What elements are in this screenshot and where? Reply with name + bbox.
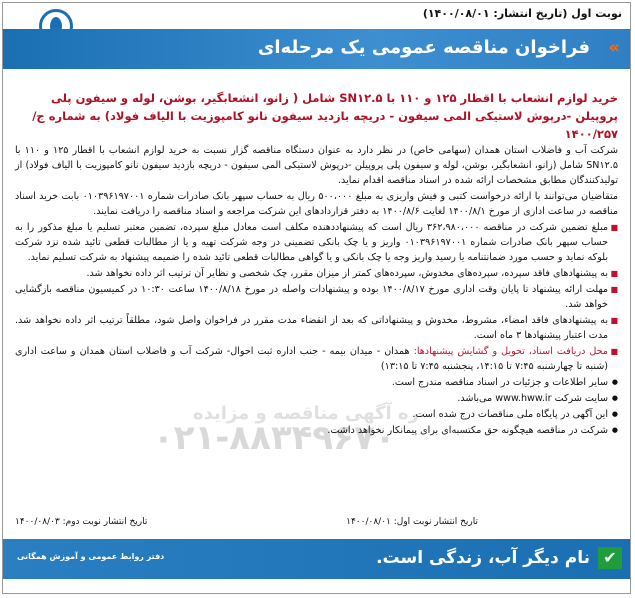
bullet-location [15,344,618,374]
location-label: محل دریافت اسناد، تحویل و گشایش پیشنهادها: [413,346,608,357]
bullet-no-rights: ● شرکت در مناقصه هیچگونه حق مکتسبه‌ای برای پیمانکار نخواهد داشت. [15,423,618,438]
bullet-unsigned: ■ به پیشنهادهای فاقد امضاء، مشروط، مخدوش و پیشنهاداتی که بعد از انقضاء مدت مقرر در فراخوان واصل شود، مطلقاً ترتیب اثر داده نخواهد شد. مدت اعتبار پیشنهادها ۳ ماه است. [15,313,618,343]
watermark-phone: ۰۲۱-۸۸۳۴۹۶۷۰ [153,418,396,458]
bullet-website: ● سایت شرکت www.hww.ir می‌باشد. [15,391,618,406]
bullet-deadline: ■ مهلت ارائه پیشنهاد تا پایان وقت اداری مورخ ۱۴۰۰/۸/۱۷ بوده و پیشنهادات واصله در مورخ ۱۴۰۰/۸/۱۸ ساعت ۱۰:۳۰ در کمیسیون مناقصه بازگشایی خواهد شد. [15,282,618,312]
check-icon: ✔ [598,547,622,569]
publication-dates [15,517,618,533]
chevron-icon: « [608,37,620,58]
tender-headline: خرید لوازم انشعاب با اقطار ۱۲۵ و ۱۱۰ با SN۱۲.۵ شامل ( زانو، انشعابگیر، بوشن، لوله و سیفون پلی پروپیلن -درپوش لاستیکی المی سیفون - دریچه بازدید سیفون نانو کامپوزیت با الیاف فولاد) به شماره ج/۱۴۰۰/۲۵۷ [32,91,618,141]
title-banner [3,29,630,69]
footer-banner [3,539,630,579]
location-text: همدان - میدان بیمه - جنب اداره ثبت احوال- شرکت آب و فاضلاب استان همدان و ساعت اداری (شنبه تا چهارشنبه ۷:۴۵ تا ۱۴:۱۵، پنجشنبه ۷:۴۵ تا ۱۳:۱۵) [15,346,608,372]
footer-slogan: نام دیگر آب، زندگی است. [376,548,590,568]
first-publication-date: تاریخ انتشار نوبت اول: ۱۴۰۰/۰۸/۰۱ [346,517,478,527]
banner-title: فراخوان مناقصه عمومی یک مرحله‌ای [257,37,590,58]
paragraph-purchase: متقاضیان می‌توانند با ارائه درخواست کتبی و فیش واریزی به مبلغ ۵۰۰،۰۰۰ ریال به حساب سپهر بانک صادرات شماره ۰۱۰۳۹۶۱۹۷۰۰۱ بابت خرید اسناد مناقصه در ساعت اداری از مورخ ۱۴۰۰/۸/۱ لغایت ۱۴۰۰/۸/۶ به دفتر قراردادهای این شرکت مراجعه و اسناد مناقصه را دریافت نمایند. [15,191,618,217]
notice-body [15,143,618,439]
second-publication-date: تاریخ انتشار نوبت دوم: ۱۴۰۰/۰۸/۰۳ [15,517,148,527]
paragraph-intro: شرکت آب و فاضلاب استان همدان (سهامی خاص) در نظر دارد به عنوان دستگاه مناقصه گزار نسبت به خرید لوازم انشعاب با اقطار ۱۲۵ و ۱۱۰ با SN۱۲.۵ شامل (زانو، انشعابگیر، بوشن، لوله و سیفون پلی پروپیلن -درپوش لاستیکی المی سیفون - دریچه بازدید سیفون نانو کامپوزیت با الیاف فولاد) از تولیدکنندگان مطابق مشخصات ارائه شده در اسناد مناقصه اقدام نماید. [15,145,619,186]
bullet-guarantee: ■ مبلغ تضمین شرکت در مناقصه ۳۶۲،۹۸۰،۰۰۰ ریال است که پیشنهاددهنده مکلف است معادل مبلغ سپرده، تضمین معتبر تسلیم یا مبلغ مذکور را به حساب سپهر بانک صادرات شماره ۰۱۰۳۹۶۱۹۷۰۰۱ واریز و یا چک بانکی تضمینی در وجه شرکت تهیه و یا از مطالبات قطعی تائید شده نزد شرکت بلوکه نماید و حسب مورد ضمانتنامه یا رسید واریز وجه یا چک بانکی و یا گواهی مطالبات قطعی تائید شده را ضمیمه پیشنهاد به شرکت تسلیم نماید. [15,220,618,265]
bullet-details: ● سایر اطلاعات و جزئیات در اسناد مناقصه مندرج است. [15,375,618,390]
notice-frame [2,2,631,594]
footer-office: دفتر روابط عمومی و آموزش همگانی [17,552,165,561]
bullet-invalid-deposits: ■ به پیشنهادهای فاقد سپرده، سپرده‌های مخدوش، سپرده‌های کمتر از میزان مقرر، چک شخصی و نظایر آن ترتیب اثر داده نخواهد شد. [15,266,618,281]
publication-line: نوبت اول (تاریخ انتشار: ۱۴۰۰/۰۸/۰۱) [422,7,622,20]
bullet-portal: ● این آگهی در پایگاه ملی مناقصات درج شده است. [15,407,618,422]
watermark-text: ره آگهی مناقصه و مزایده [193,403,419,424]
